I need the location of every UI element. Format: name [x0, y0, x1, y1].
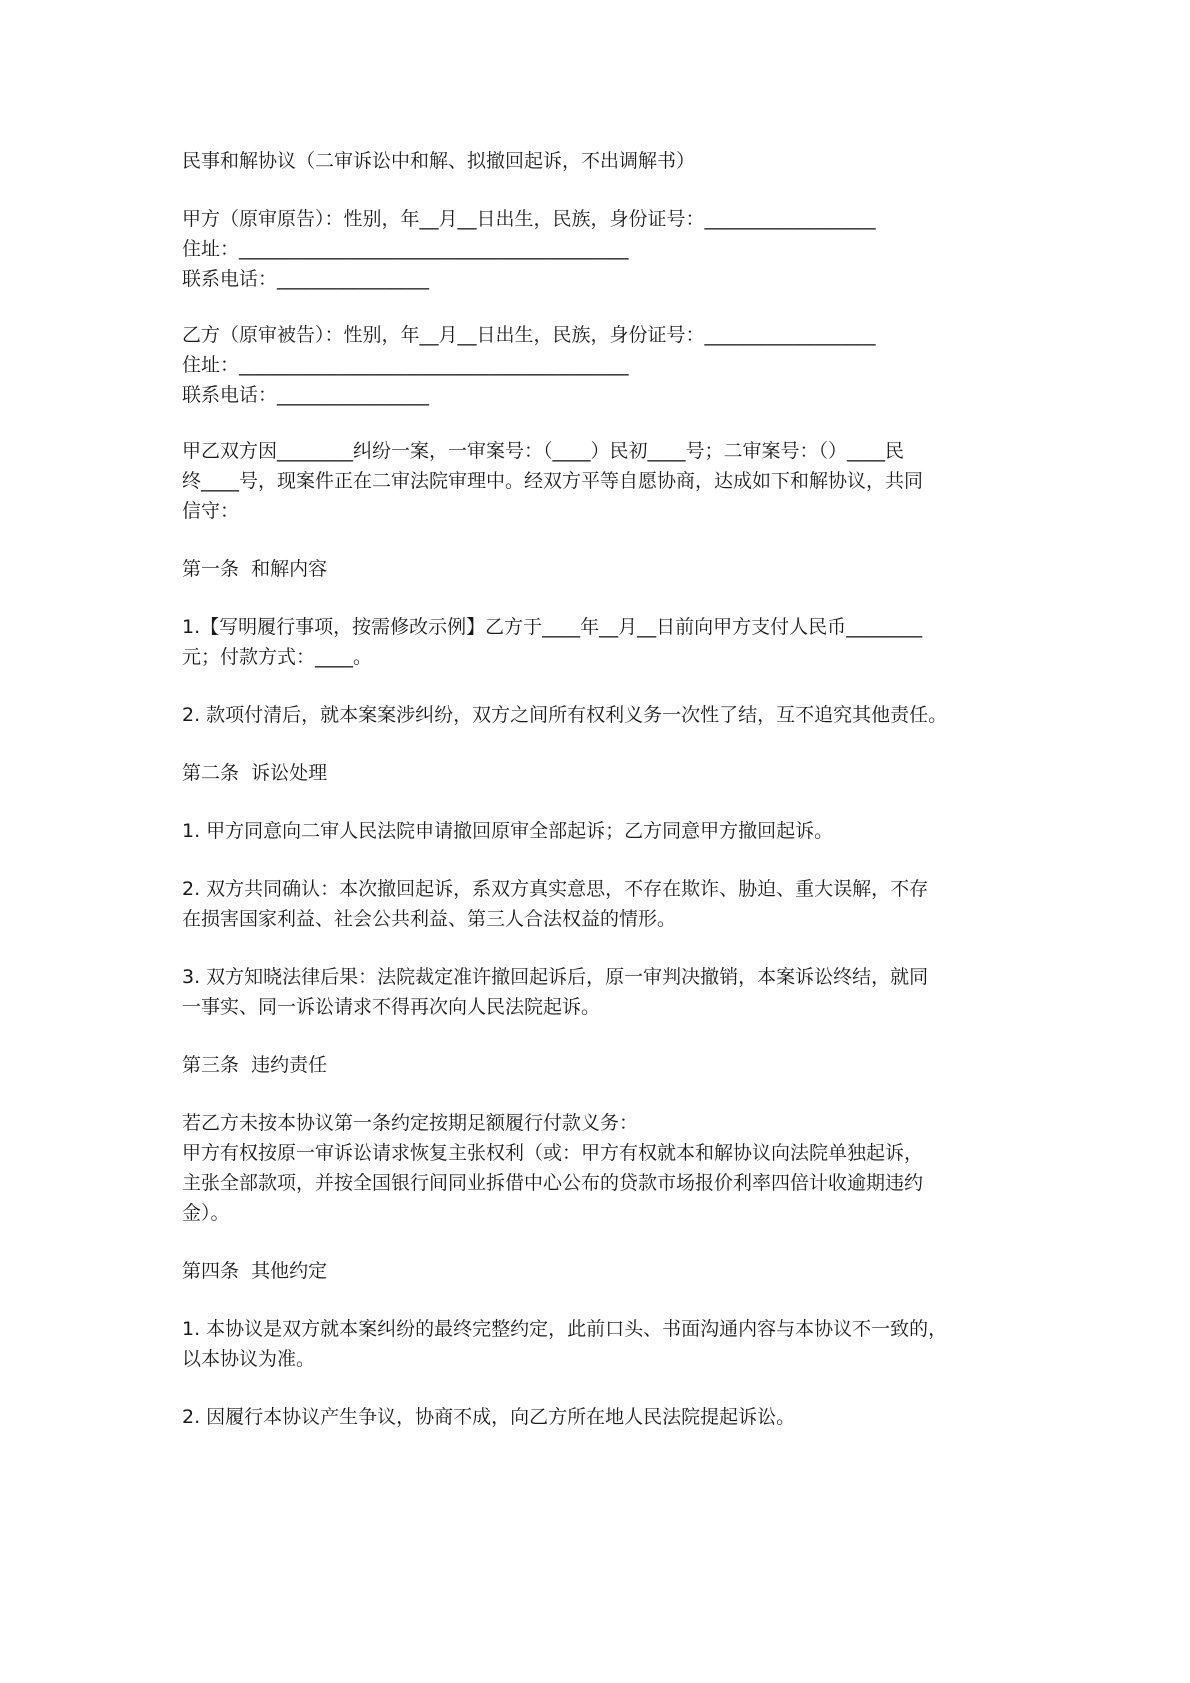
article1-item1-line: 1.【写明履行事项，按需修改示例】乙方于____年__月__日前向甲方支付人民币________ — [182, 616, 923, 638]
article2-item2-line: 2. 双方共同确认：本次撤回起诉，系双方真实意思，不存在欺诈、胁迫、重大误解，不存 — [182, 878, 929, 900]
article3-line: 甲方有权按原一审诉讼请求恢复主张权利（或：甲方有权就本和解协议向法院单独起诉， — [182, 1142, 924, 1164]
article1-heading: 第一条 和解内容 — [182, 558, 328, 580]
article3-heading: 第三条 违约责任 — [182, 1054, 328, 1076]
article4-item2: 2. 因履行本协议产生争议，协商不成，向乙方所在地人民法院提起诉讼。 — [182, 1406, 796, 1428]
party-a-phone: 联系电话：________________ — [182, 268, 430, 290]
article2-item2-line: 在损害国家利益、社会公共利益、第三人合法权益的情形。 — [182, 908, 677, 930]
preamble-line: 终____号，现案件正在二审法院审理中。经双方平等自愿协商，达成如下和解协议，共同 — [182, 470, 924, 492]
party-a-info: 甲方（原审原告）：性别，年__月__日出生，民族，身份证号：__________________ — [182, 208, 876, 230]
article2-item1: 1. 甲方同意向二审人民法院申请撤回原审全部起诉；乙方同意甲方撤回起诉。 — [182, 820, 834, 842]
article3-line: 若乙方未按本协议第一条约定按期足额履行付款义务： — [182, 1112, 639, 1134]
article2-item3-line: 一事实、同一诉讼请求不得再次向人民法院起诉。 — [182, 996, 601, 1018]
article1-item1-line: 元；付款方式：____。 — [182, 646, 373, 668]
article2-item3-line: 3. 双方知晓法律后果：法院裁定准许撤回起诉后，原一审判决撤销，本案诉讼终结，就同 — [182, 966, 929, 988]
party-b-phone: 联系电话：________________ — [182, 384, 430, 406]
article4-heading: 第四条 其他约定 — [182, 1260, 328, 1282]
party-b-address: 住址：_________________________________________ — [182, 354, 629, 376]
party-b-info: 乙方（原审被告）：性别，年__月__日出生，民族，身份证号：__________________ — [182, 324, 876, 346]
article4-item1-line: 1. 本协议是双方就本案纠纷的最终完整约定，此前口头、书面沟通内容与本协议不一致的， — [182, 1318, 948, 1340]
document-title: 民事和解协议（二审诉讼中和解、拟撤回起诉，不出调解书） — [182, 150, 696, 172]
preamble-line: 信守： — [182, 500, 240, 522]
preamble-line: 甲乙双方因________纠纷一案，一审案号：（____）民初____号；二审案号：（）____民 — [182, 440, 905, 462]
party-a-address: 住址：_________________________________________ — [182, 238, 629, 260]
article3-line: 金）。 — [182, 1202, 230, 1224]
article2-heading: 第二条 诉讼处理 — [182, 762, 328, 784]
article1-item2: 2. 款项付清后，就本案案涉纠纷，双方之间所有权利义务一次性了结，互不追究其他责任。 — [182, 704, 948, 726]
article3-line: 主张全部款项，并按全国银行间同业拆借中心公布的贷款市场报价利率四倍计收逾期违约 — [182, 1172, 924, 1194]
article4-item1-line: 以本协议为准。 — [182, 1348, 316, 1370]
